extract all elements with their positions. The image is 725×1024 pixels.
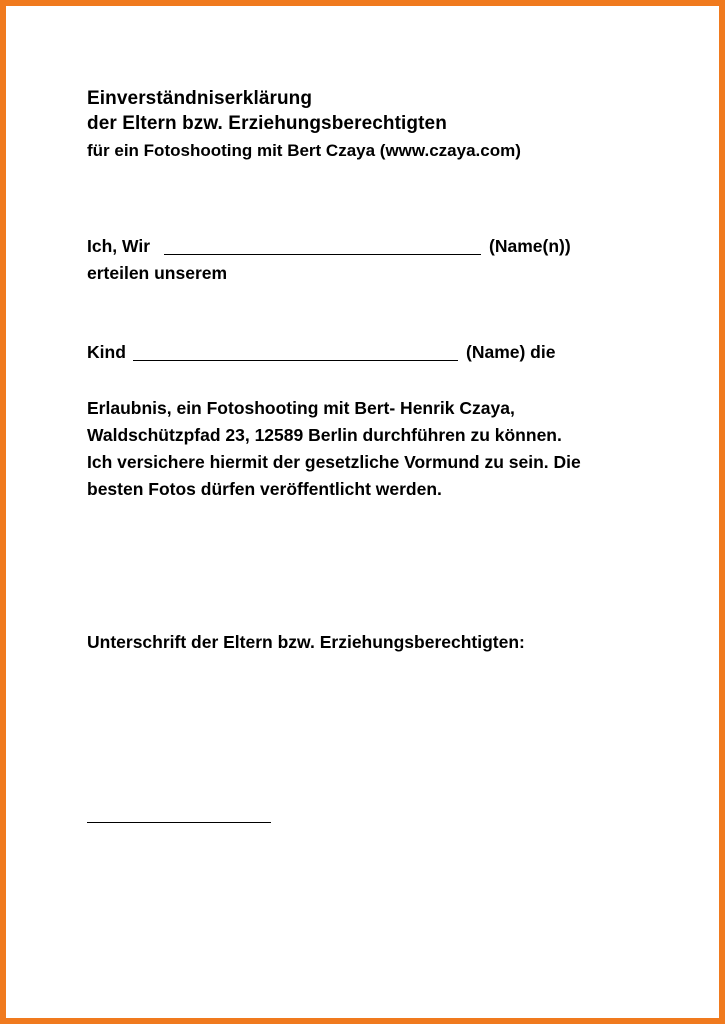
child-label: Kind xyxy=(87,342,126,362)
child-name-line[interactable] xyxy=(133,360,458,361)
consent-line-3: Ich versichere hiermit der gesetzliche Vormund zu sein. Die xyxy=(87,452,581,472)
consent-line-4: besten Fotos dürfen veröffentlicht werden. xyxy=(87,479,442,499)
parents-label: Ich, Wir xyxy=(87,236,151,256)
parents-name-hint: (Name(n)) xyxy=(489,236,571,256)
consent-line-2: Waldschützpfad 23, 12589 Berlin durchführen zu können. xyxy=(87,425,562,445)
title-line-2: der Eltern bzw. Erziehungsberechtigten xyxy=(87,113,447,134)
title-line-3: für ein Fotoshooting mit Bert Czaya (www.czaya.com) xyxy=(87,141,521,160)
title-line-1: Einverständniserklärung xyxy=(87,88,313,109)
parents-continuation: erteilen unserem xyxy=(87,263,228,283)
consent-line-1: Erlaubnis, ein Fotoshooting mit Bert- Henrik Czaya, xyxy=(87,398,515,418)
parents-name-line[interactable] xyxy=(164,254,481,255)
signature-line[interactable] xyxy=(87,822,271,823)
child-name-hint: (Name) die xyxy=(466,342,556,362)
signature-label: Unterschrift der Eltern bzw. Erziehungsberechtigten: xyxy=(87,632,525,652)
